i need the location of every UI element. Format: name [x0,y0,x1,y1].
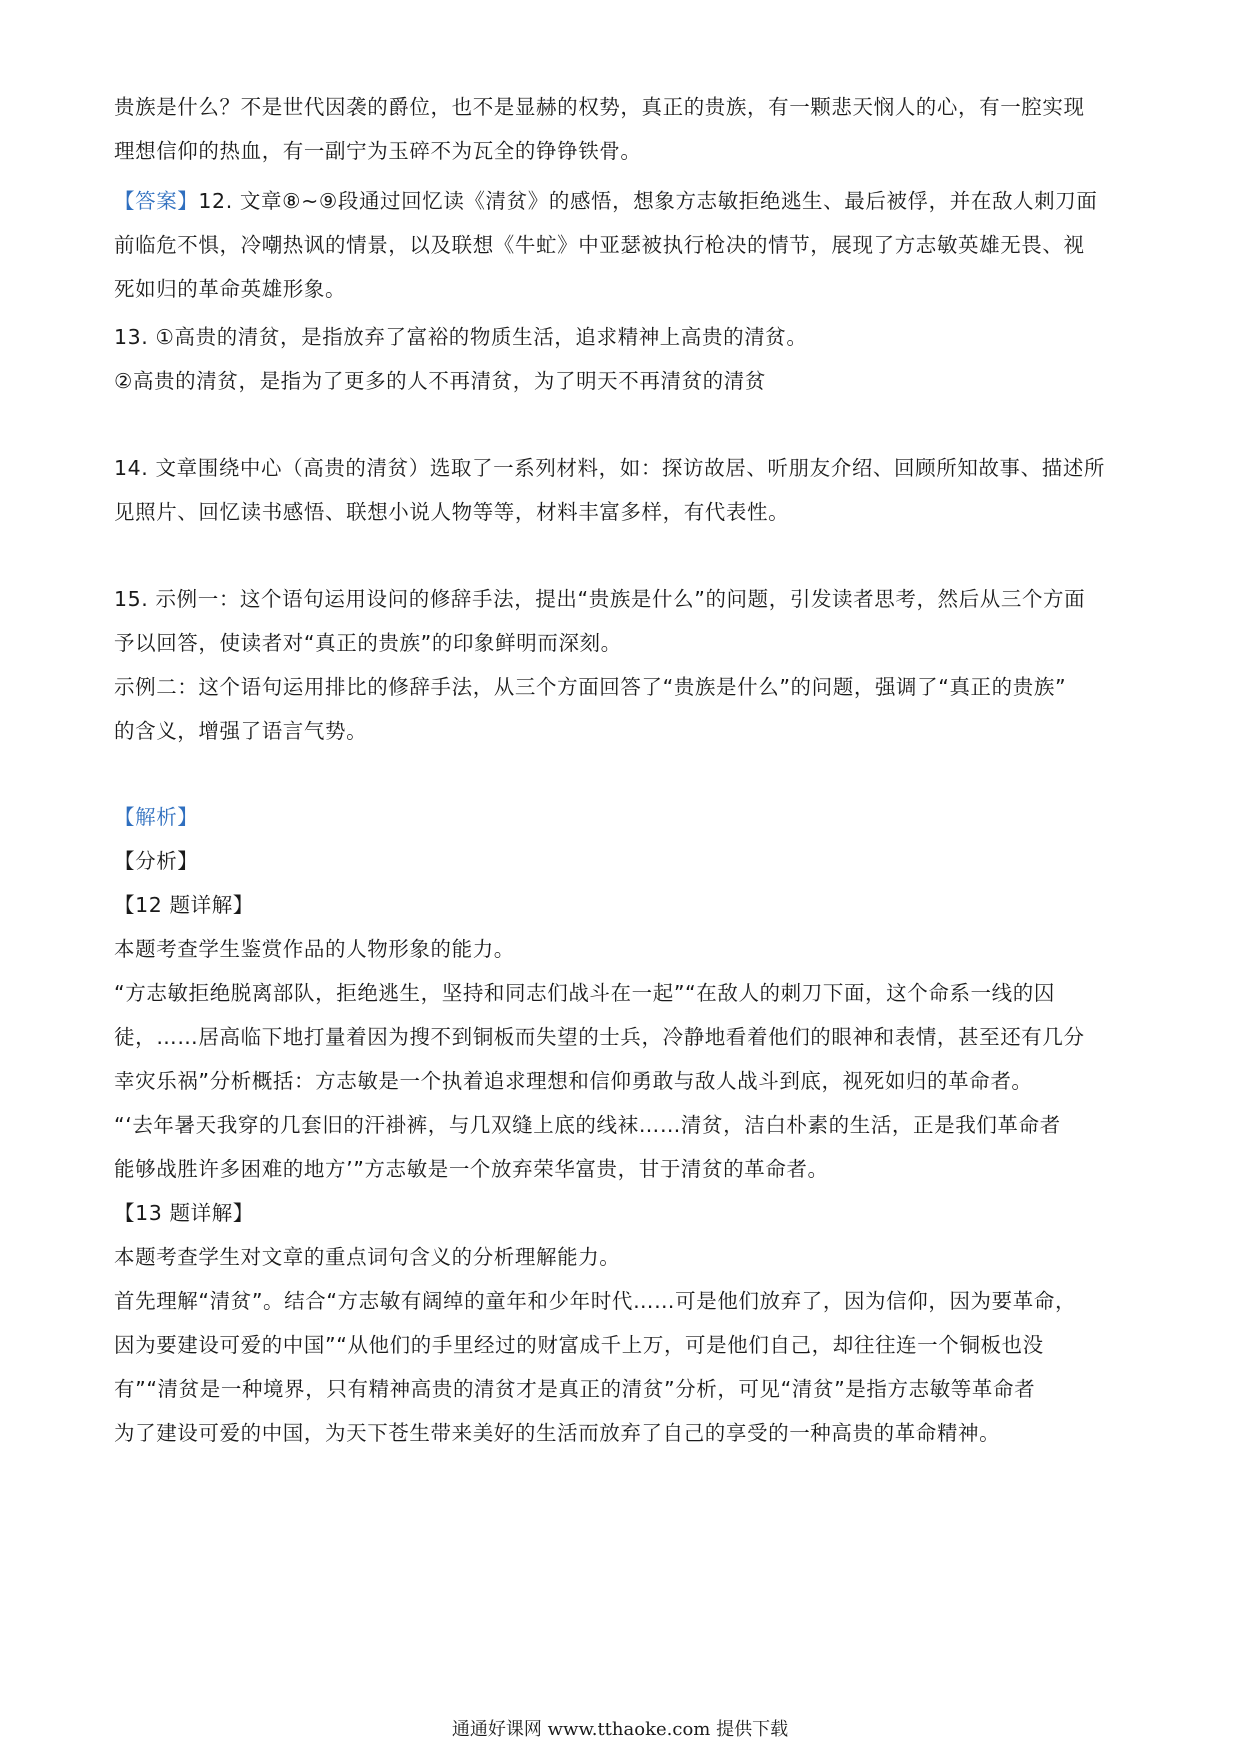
section-heading: 【12 题详解】 [114,893,254,917]
text-line: 的含义，增强了语言气势。 [114,719,368,743]
section-heading: 【13 题详解】 [114,1201,254,1225]
answer-line [114,187,1134,215]
text-line: 为了建设可爱的中国，为天下苍生带来美好的生活而放弃了自己的享受的一种高贵的革命精神。 [114,1421,1001,1445]
text-line: 有”“清贫是一种境界，只有精神高贵的清贫才是真正的清贫”分析，可见“清贫”是指方志敏等革命者 [114,1377,1036,1401]
text-line: 幸灾乐祸”分析概括：方志敏是一个执着追求理想和信仰勇敢与敌人战斗到底，视死如归的革命者。 [114,1069,1033,1093]
text-line: 前临危不惧，冷嘲热讽的情景，以及联想《牛虻》中亚瑟被执行枪决的情节，展现了方志敏英雄无畏、视 [114,233,1085,257]
text-line: 徒，……居高临下地打量着因为搜不到铜板而失望的士兵，冷静地看着他们的眼神和表情，甚至还有几分 [114,1025,1085,1049]
text-line: 贵族是什么？不是世代因袭的爵位，也不是显赫的权势，真正的贵族，有一颗悲天悯人的心，有一腔实现 [114,95,1085,119]
analysis-tag: 【解析】 [114,805,199,829]
text-line: 死如归的革命英雄形象。 [114,277,347,301]
text-line: 本题考查学生鉴赏作品的人物形象的能力。 [114,937,515,961]
text-line: 示例二：这个语句运用排比的修辞手法，从三个方面回答了“贵族是什么”的问题，强调了“真正的贵族” [114,675,1067,699]
text-line: 12. 文章⑧~⑨段通过回忆读《清贫》的感悟，想象方志敏拒绝逃生、最后被俘，并在敌人刺刀面 [198,189,1098,213]
text-line: “方志敏拒绝脱离部队，拒绝逃生，坚持和同志们战斗在一起”“在敌人的刺刀下面，这个命系一线的囚 [114,981,1055,1005]
text-line: 因为要建设可爱的中国”“从他们的手里经过的财富成千上万，可是他们自己，却往往连一个铜板也没 [114,1333,1044,1357]
text-line: 予以回答，使读者对“真正的贵族”的印象鲜明而深刻。 [114,631,622,655]
text-line: 理想信仰的热血，有一副宁为玉碎不为瓦全的铮铮铁骨。 [114,139,642,163]
section-heading: 【分析】 [114,849,199,873]
text-line: 见照片、回忆读书感悟、联想小说人物等等，材料丰富多样，有代表性。 [114,500,790,524]
text-line: 能够战胜许多困难的地方’”方志敏是一个放弃荣华富贵，甘于清贫的革命者。 [114,1157,829,1181]
text-line: 13. ①高贵的清贫，是指放弃了富裕的物质生活，追求精神上高贵的清贫。 [114,325,808,349]
text-line: 15. 示例一：这个语句运用设问的修辞手法，提出“贵族是什么”的问题，引发读者思考，然后从三个方面 [114,587,1086,611]
answer-tag: 【答案】 [114,189,199,213]
text-line: 本题考查学生对文章的重点词句含义的分析理解能力。 [114,1245,621,1269]
text-line: 14. 文章围绕中心（高贵的清贫）选取了一系列材料，如：探访故居、听朋友介绍、回顾所知故事、描述所 [114,456,1106,480]
text-line: ②高贵的清贫，是指为了更多的人不再清贫，为了明天不再清贫的清贫 [114,369,766,393]
page-footer: 通通好课网 www.tthaoke.com 提供下载 [451,1719,789,1740]
text-line: 首先理解“清贫”。结合“方志敏有阔绰的童年和少年时代……可是他们放弃了，因为信仰，因为要革命， [114,1289,1077,1313]
text-line: “‘去年暑天我穿的几套旧的汗褂裤，与几双缝上底的线袜……清贫，洁白朴素的生活，正是我们革命者 [114,1113,1061,1137]
